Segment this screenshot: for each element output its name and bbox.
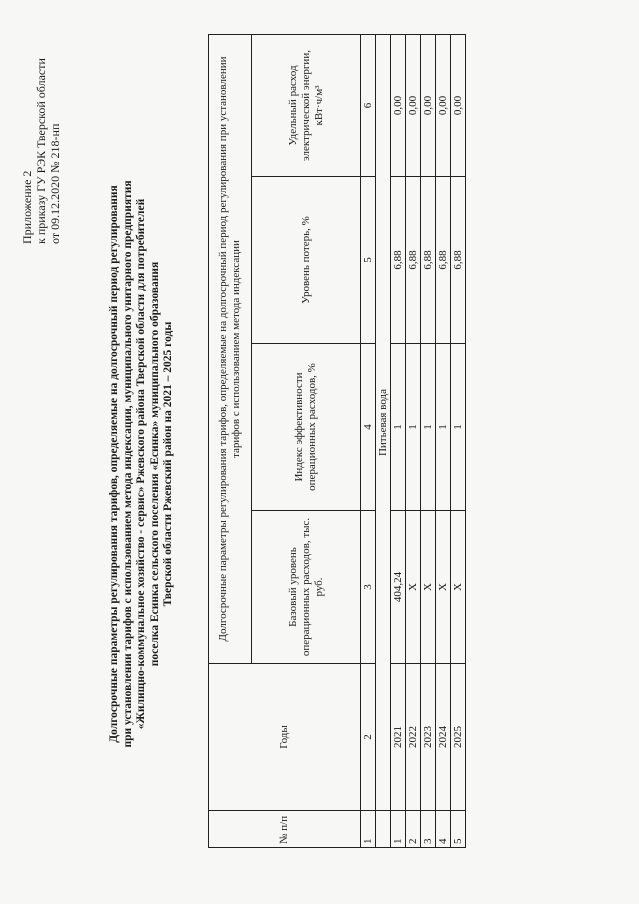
row-energy: 0,00 bbox=[451, 35, 466, 177]
header-number: № п/п bbox=[209, 811, 361, 848]
row-base-opex: 404,24 bbox=[391, 511, 406, 664]
title-line-3: «Жилищно-коммунальное хозяйство - сервис» Ржевского района Тверской области для потребителей bbox=[135, 198, 147, 730]
column-index-row bbox=[361, 35, 376, 848]
title-line-4: поселка Есинка сельского поселения «Есинка» муниципального образования bbox=[148, 261, 161, 667]
title-line-1: Долгосрочные параметры регулирования тарифов, определяемые на долгосрочный период регулирования bbox=[108, 185, 120, 743]
section-title: Питьевая вода bbox=[376, 35, 391, 811]
row-efficiency: 1 bbox=[391, 344, 406, 511]
header-energy-consumption: Удельный расход электрической энергии, кВт·ч/м³ bbox=[252, 35, 361, 177]
header-loss-level: Уровень потерь, % bbox=[252, 177, 361, 344]
row-loss: 6,88 bbox=[421, 177, 436, 344]
index-cell: 3 bbox=[361, 511, 376, 664]
header-years: Годы bbox=[209, 664, 361, 811]
row-base-opex: X bbox=[406, 511, 421, 664]
row-loss: 6,88 bbox=[406, 177, 421, 344]
table-row bbox=[421, 35, 436, 848]
index-cell: 1 bbox=[361, 811, 376, 848]
section-row bbox=[376, 35, 391, 848]
appendix-reference bbox=[20, 14, 62, 244]
row-efficiency: 1 bbox=[436, 344, 451, 511]
index-cell: 6 bbox=[361, 35, 376, 177]
table-row bbox=[451, 35, 466, 848]
row-number: 2 bbox=[406, 811, 421, 848]
section-spacer bbox=[376, 811, 391, 848]
header-group: Долгосрочные параметры регулирования тарифов, определяемые на долгосрочный период регулирования при установлении тарифов с использованием метода индексации bbox=[209, 35, 252, 664]
appendix-label: Приложение 2 bbox=[20, 170, 34, 244]
row-efficiency: 1 bbox=[406, 344, 421, 511]
row-year: 2021 bbox=[391, 664, 406, 811]
row-loss: 6,88 bbox=[436, 177, 451, 344]
row-number: 5 bbox=[451, 811, 466, 848]
row-number: 1 bbox=[391, 811, 406, 848]
row-energy: 0,00 bbox=[436, 35, 451, 177]
row-year: 2023 bbox=[421, 664, 436, 811]
document-title bbox=[108, 134, 176, 794]
index-cell: 2 bbox=[361, 664, 376, 811]
row-year: 2025 bbox=[451, 664, 466, 811]
order-date-number: от 09.12.2020 № 218-нп bbox=[48, 123, 62, 244]
row-efficiency: 1 bbox=[421, 344, 436, 511]
row-energy: 0,00 bbox=[421, 35, 436, 177]
row-number: 3 bbox=[421, 811, 436, 848]
index-cell: 5 bbox=[361, 177, 376, 344]
row-number: 4 bbox=[436, 811, 451, 848]
title-line-5: Тверской области Ржевский район на 2021 – 2025 годы bbox=[162, 321, 174, 607]
row-energy: 0,00 bbox=[391, 35, 406, 177]
table-row bbox=[391, 35, 406, 848]
row-year: 2022 bbox=[406, 664, 421, 811]
header-efficiency-index: Индекс эффективности операционных расходов, % bbox=[252, 344, 361, 511]
row-efficiency: 1 bbox=[451, 344, 466, 511]
row-energy: 0,00 bbox=[406, 35, 421, 177]
table-row bbox=[406, 35, 421, 848]
row-year: 2024 bbox=[436, 664, 451, 811]
tariff-parameters-table bbox=[208, 34, 466, 848]
order-reference: к приказу ГУ РЭК Тверской области bbox=[34, 58, 48, 244]
row-base-opex: X bbox=[421, 511, 436, 664]
row-loss: 6,88 bbox=[391, 177, 406, 344]
row-loss: 6,88 bbox=[451, 177, 466, 344]
table-row bbox=[436, 35, 451, 848]
header-base-opex: Базовый уровень операционных расходов, тыс. руб. bbox=[252, 511, 361, 664]
title-line-2: при установлении тарифов с использованием метода индексации, муниципального унитарного предприятия bbox=[121, 180, 134, 748]
index-cell: 4 bbox=[361, 344, 376, 511]
row-base-opex: X bbox=[436, 511, 451, 664]
row-base-opex: X bbox=[451, 511, 466, 664]
